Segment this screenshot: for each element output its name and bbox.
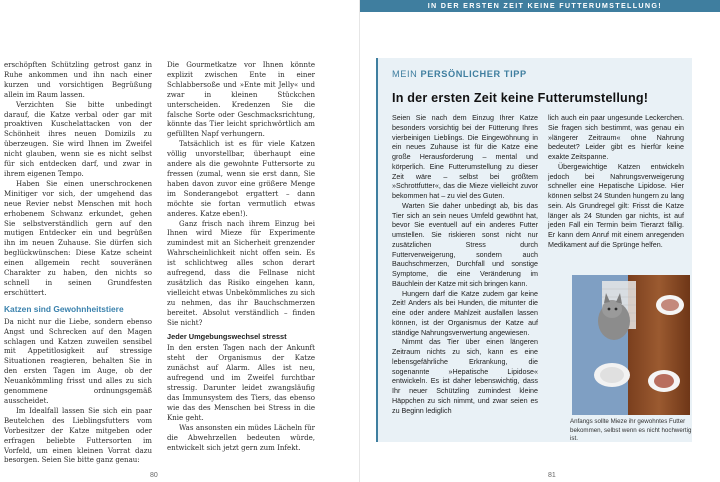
paragraph: erschöpften Schützling getrost ganz in Ruhe ankommen und ihn nach einer kurzen und vorsichtigen Begrüßung allein im Raum lassen.: [4, 60, 152, 99]
page-number-left: 80: [150, 472, 158, 479]
paragraph: Warten Sie daher unbedingt ab, bis das Tier sich an sein neues Umfeld gewöhnt hat, bevor Sie eventuell auf ein anderes Futter umstellen. Sie riskieren sonst nicht nur zusätzlichen Stress durch Futterverweigerung, sondern auch Bauchschmerzen, Durchfall und sonstige Symptome, die eine Veränderung im Bäuchlein der Katze mit sich bringen kann.: [392, 201, 538, 288]
tip-accent-bar: [376, 58, 378, 442]
book-gutter: [359, 0, 360, 482]
left-column-2: [167, 60, 315, 452]
paragraph: Nimmt das Tier über einen längeren Zeitraum nichts zu sich, kann es eine lebensgefährliche Erkrankung, die sogenannte »Hepatische Lipidose« entwickeln. Es ist daher lebenswichtig, dass Ihr neuer Schützling zumindest kleine Häppchen zu sich nimmt, und zwar seien es zu Beginn lediglich: [392, 338, 538, 415]
tip-title: In der ersten Zeit keine Futterumstellung!: [392, 91, 649, 105]
paragraph: Verzichten Sie bitte unbedingt darauf, die Katze verbal oder gar mit proaktiven Kuschelattacken von der Schönheit ihres neuen Domizils zu überzeugen. Sie wird Ihnen im Zweifel nicht glauben, wenn sie es nicht selbst für sich entdecken darf, und zwar in ihrem eigenen Tempo.: [4, 99, 152, 178]
tip-column-2: [548, 114, 684, 251]
paragraph: Da nicht nur die Liebe, sondern ebenso Angst und Schrecken auf den Magen schlagen und Katzen zuweilen sensibel mit Appetitlosigkeit auf stressige Situationen reagieren, behalten Sie in den ersten Tagen im Auge, ob der Neuankömmling frisst und alles zu sich genommene ordnungsgemäß ausscheidet.: [4, 316, 152, 405]
cat-photo-illustration: [572, 275, 690, 415]
left-column-1: [4, 60, 152, 465]
paragraph: Ganz frisch nach ihrem Einzug bei Ihnen wird Mieze für Experimente zumindest mit an Sicherheit grenzender Wahrscheinlichkeit nicht offen sein. Es ist schlichtweg alles schon derart aufregend, dass die Fellnase nicht zusätzlich das Risiko eingehen kann, vielleicht etwas Unbekömmliches zu sich zu nehmen, das ihr Bauchschmerzen bereitet. Absolut verständlich – finden Sie nicht?: [167, 218, 315, 327]
paragraph: Was ansonsten ein müdes Lächeln für die Abwehrzellen bedeuten würde, entwickelt sich jetzt gern zum Infekt.: [167, 422, 315, 452]
tip-label-prefix: MEIN: [392, 69, 418, 79]
paragraph: Die Gourmetkatze vor Ihnen könnte explizit zwischen Ente in einer Schlabbersoße und »Ente mit Jelly« und zwar in kleinen Stückchen unterscheiden. Kredenzen Sie die falsche Sorte oder Geschmacksrichtung, könnte das Tier leicht sprichwörtlich am gefüllten Napf verhungern.: [167, 60, 315, 139]
page-number-right: 81: [548, 472, 556, 479]
paragraph: Haben Sie einen unerschrockenen Minitiger vor sich, der umgehend das neue Revier nebst Menschen mit hoch erhobenem Schwanz erkundet, gehen Sie selbstverständlich gern auf den mutigen Entdecker ein und begrüßen ihn im neuen Zuhause. Sie dürfen sich beglückwünschen: Diese Katze scheint einen allgemein recht souveränen Charakter zu haben, den nichts so schnell in seinen Grundfesten erschüttert.: [4, 178, 152, 297]
running-header: IN DER ERSTEN ZEIT KEINE FUTTERUMSTELLUNG!: [360, 0, 720, 12]
tip-column-1: [392, 114, 538, 416]
photo-caption: Anfangs sollte Mieze ihr gewohntes Futter bekommen, selbst wenn es nicht hochwertig ist.: [570, 418, 692, 443]
cat-photo: [572, 275, 690, 415]
paragraph: Hungern darf die Katze zudem gar keine Zeit! Anders als bei Hunden, die mitunter die eine oder andere Mahlzeit ausfallen lassen können, ist der Organismus der Katze auf ständige Nahrungsverwertung angewiesen.: [392, 289, 538, 337]
tip-label: [392, 69, 527, 79]
subheading-umgebungswechsel: Jeder Umgebungswechsel stresst: [167, 332, 287, 342]
subheading-gewohnheitstiere: Katzen sind Gewohnheitstiere: [4, 303, 124, 314]
paragraph: In den ersten Tagen nach der Ankunft steht der Organismus der Katze zunächst auf Alarm. Alles ist neu, aufregend und im Zweifel furchtbar stressig. Darunter leidet zwangsläufig das Immunsystem des Tiers, das ebenso wie das des Menschen bei Stress in die Knie geht.: [167, 343, 315, 422]
tip-label-bold: PERSÖNLICHER TIPP: [420, 69, 527, 79]
paragraph: Im Idealfall lassen Sie sich ein paar Beutelchen des Lieblingsfutters vom Vorbesitzer der Katze mitgeben oder erfragen beliebte Futtersorten im Vorfeld, um einen kleinen Vorrat dazu besorgen. Seien Sie bitte ganz genau:: [4, 405, 152, 465]
paragraph: lich auch ein paar ungesunde Leckerchen. Sie fragen sich bestimmt, was genau ein »längerer Zeitraum« ohne Nahrung bedeutet? Leider gibt es hierfür keine exakte Zeitspanne.: [548, 114, 684, 161]
paragraph: Seien Sie nach dem Einzug Ihrer Katze besonders vorsichtig bei der Fütterung Ihres vierbeinigen Lieblings. Die Eingewöhnung in ein neues Zuhause ist für die Katze eine große Herausforderung – mental und körperlich. Eine Futterumstellung zu dieser Zeit wäre – selbst bei größtem »Schrottfutter«, das die Mieze vielleicht zuvor bekommen hat – zu viel des Guten.: [392, 114, 538, 200]
paragraph: Tatsächlich ist es für viele Katzen völlig unvorstellbar, überhaupt eine andere als die gewohnte Futtersorte zu fressen (zumal, wenn sie erst dann, Sie haben davon zuvor eine größere Menge im Sonderangebot ergattert – dann möchte sie fortan vermutlich etwas anderes. Katze eben!).: [167, 139, 315, 218]
paragraph: Übergewichtige Katzen entwickeln jedoch bei Nahrungsverweigerung schneller eine Hepatische Lipidose. Hier können selbst 24 Stunden hungern zu lang sein. Als Grundregel gilt: Frisst die Katze länger als 24 Stunden gar nichts, ist auf jeden Fall ein Termin beim Tierarzt fällig. Er kann dem Anruf mit einem anregenden Medikament auf die Sprünge helfen.: [548, 162, 684, 249]
